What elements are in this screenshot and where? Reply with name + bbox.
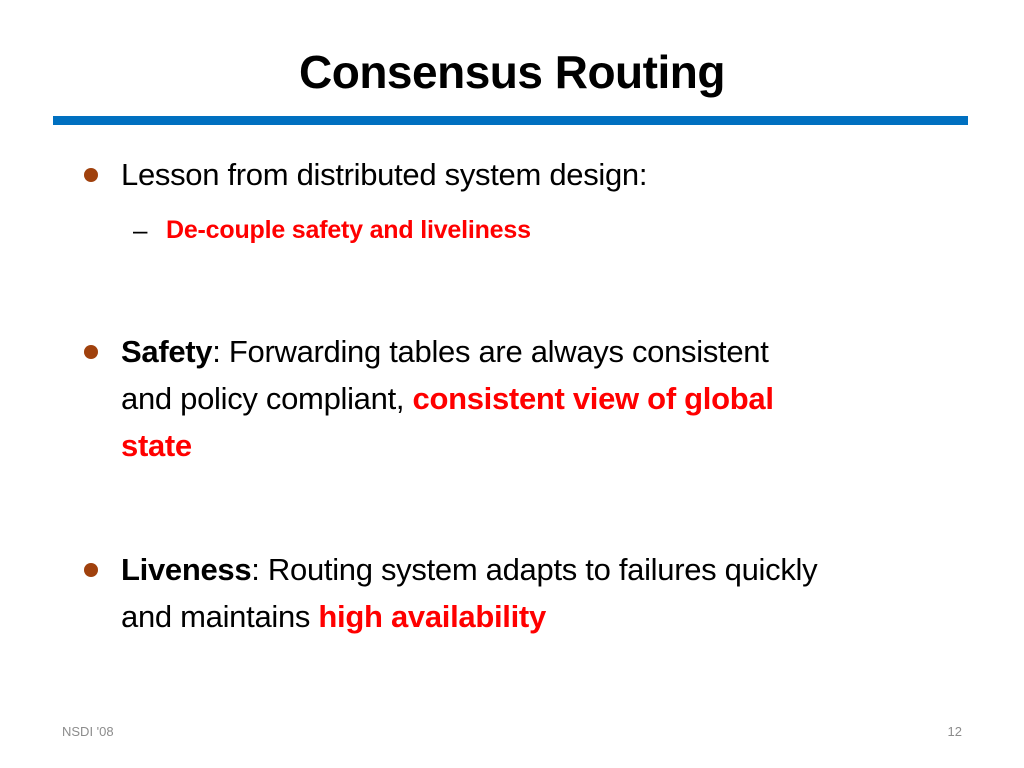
term-safety: Safety [121, 334, 213, 369]
bullet-dot-icon [84, 168, 98, 182]
liveness-emphasis: high availability [318, 599, 546, 634]
safety-definition: : Forwarding tables are always consistent [212, 334, 769, 369]
bullet-dot-icon [84, 563, 98, 577]
safety-emphasis: consistent view of global [412, 381, 774, 416]
title-divider [53, 116, 968, 125]
bullet-liveness-text [121, 546, 951, 640]
liveness-plain-text: and maintains [121, 599, 319, 634]
footer-conference: NSDI '08 [62, 724, 114, 739]
safety-plain-text: and policy compliant, [121, 381, 413, 416]
safety-emphasis-continued: state [121, 428, 192, 463]
term-liveness: Liveness [121, 552, 252, 587]
dash-icon: – [133, 215, 148, 245]
liveness-definition: : Routing system adapts to failures quickly [251, 552, 818, 587]
bullet-lesson-text: Lesson from distributed system design: [121, 157, 648, 192]
page-number: 12 [947, 724, 962, 739]
bullet-dot-icon [84, 345, 98, 359]
sub-bullet-decouple-text: De-couple safety and liveliness [166, 216, 531, 244]
bullet-safety-text [121, 328, 951, 469]
slide-title: Consensus Routing [299, 46, 725, 98]
